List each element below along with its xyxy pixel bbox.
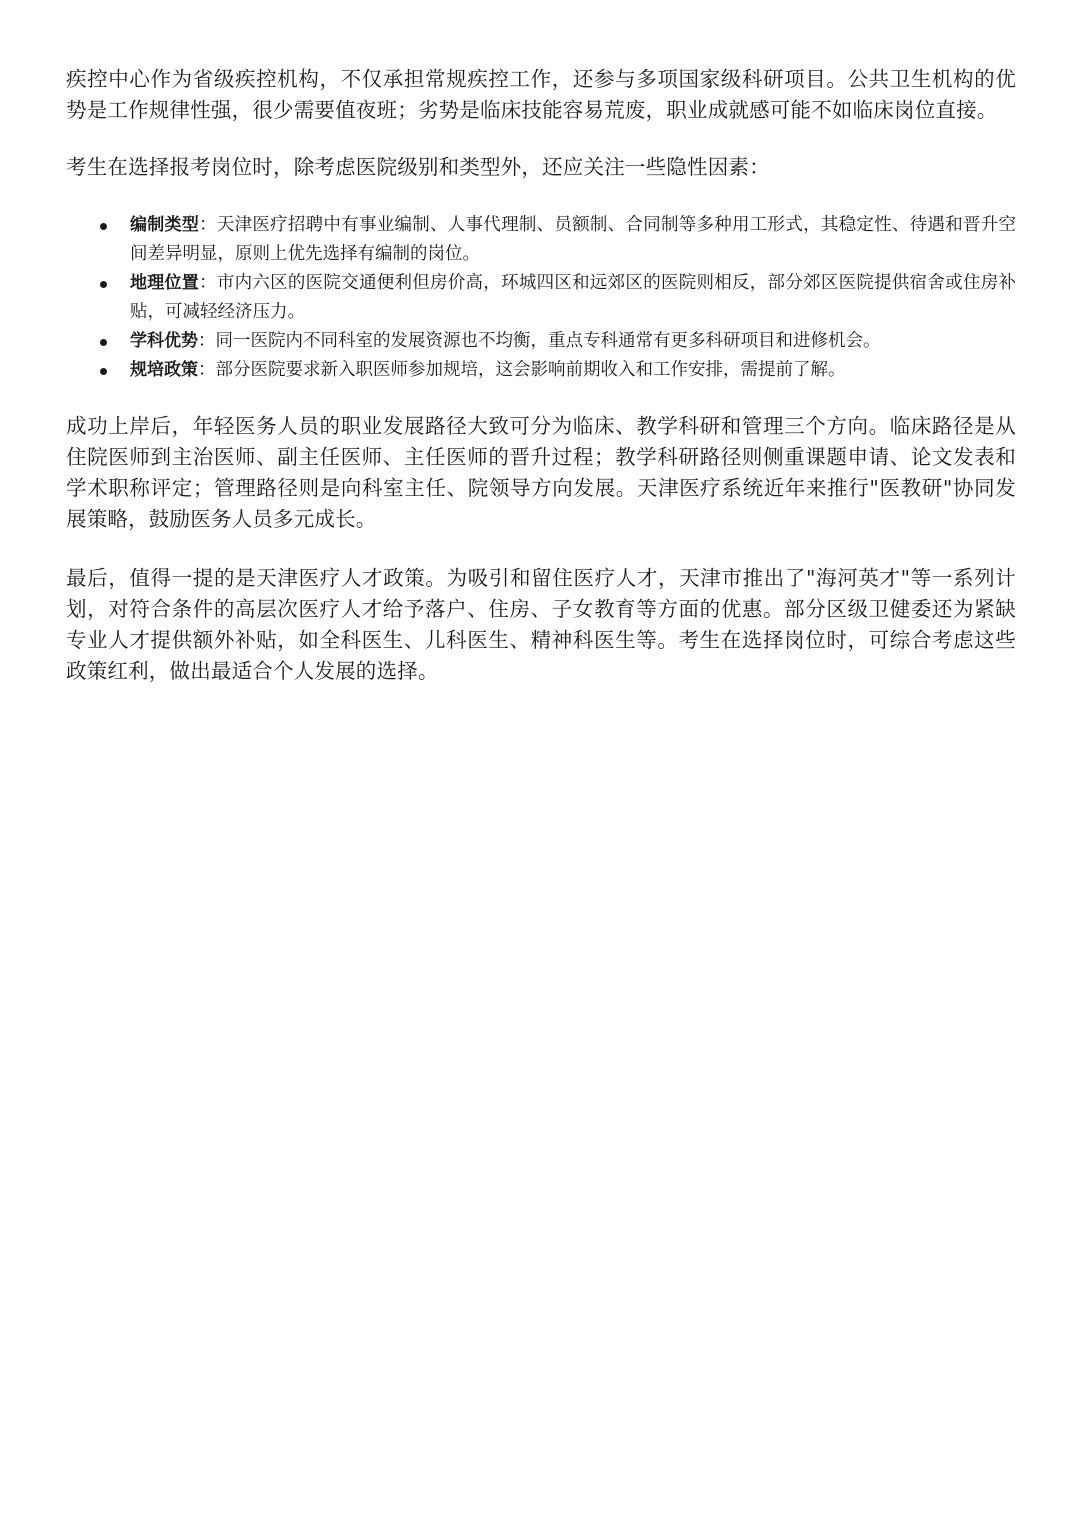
paragraph-talent-policy: 最后，值得一提的是天津医疗人才政策。为吸引和留住医疗人才，天津市推出了"海河英才"等一系列计划，对符合条件的高层次医疗人才给予落户、住房、子女教育等方面的优惠。部分区级卫健委还为紧缺专业人才提供额外补贴，如全科医生、儿科医生、精神科医生等。考生在选择岗位时，可综合考虑这些政策红利，做出最适合个人发展的选择。 [66, 566, 1016, 683]
paragraph-hidden-factors-intro: 考生在选择报考岗位时，除考虑医院级别和类型外，还应关注一些隐性因素： [66, 155, 770, 179]
bullet-icon [100, 281, 107, 288]
bullet-icon [100, 339, 107, 346]
bullet-text: ：部分医院要求新入职医师参加规培，这会影响前期收入和工作安排，需提前了解。 [198, 360, 846, 380]
paragraph-cdc-public-health: 疾控中心作为省级疾控机构，不仅承担常规疾控工作，还参与多项国家级科研项目。公共卫生机构的优势是工作规律性强，很少需要值夜班；劣势是临床技能容易荒废，职业成就感可能不如临床岗位直接。 [66, 67, 1016, 122]
list-item [66, 269, 1016, 327]
list-item [66, 211, 1016, 269]
paragraph-career-paths: 成功上岸后，年轻医务人员的职业发展路径大致可分为临床、教学科研和管理三个方向。临床路径是从住院医师到主治医师、副主任医师、主任医师的晋升过程；教学科研路径则侧重课题申请、论文发表和学术职称评定；管理路径则是向科室主任、院领导方向发展。天津医疗系统近年来推行"医教研"协同发展策略，鼓励医务人员多元成长。 [66, 414, 1016, 531]
bullet-icon [100, 368, 107, 375]
list-item [66, 327, 1016, 356]
bullet-term: 编制类型 [130, 215, 200, 235]
bullet-text: ：同一医院内不同科室的发展资源也不均衡，重点专科通常有更多科研项目和进修机会。 [198, 331, 881, 351]
bullet-term: 学科优势 [130, 331, 198, 351]
bullet-term: 规培政策 [130, 360, 198, 380]
document-page [66, 64, 1016, 687]
bullet-icon [100, 223, 107, 230]
bullet-text: ：市内六区的医院交通便利但房价高，环城四区和远郊区的医院则相反，部分郊区医院提供宿舍或住房补贴，可减轻经济压力。 [130, 273, 1016, 322]
hidden-factors-list [66, 211, 1016, 385]
bullet-text: ：天津医疗招聘中有事业编制、人事代理制、员额制、合同制等多种用工形式，其稳定性、待遇和晋升空间差异明显，原则上优先选择有编制的岗位。 [130, 215, 1016, 264]
list-item [66, 356, 1016, 385]
bullet-term: 地理位置 [130, 273, 200, 293]
